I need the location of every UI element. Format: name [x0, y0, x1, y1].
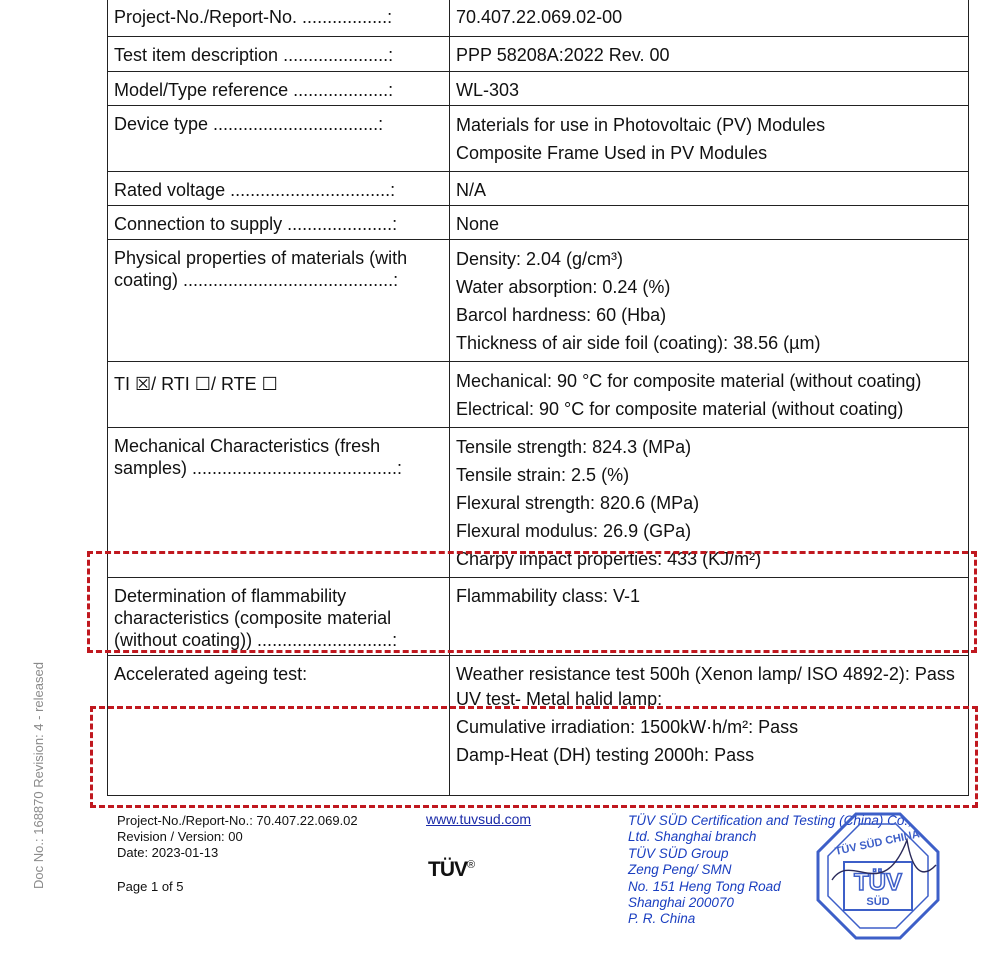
- table-row: [108, 362, 969, 428]
- row-label-cell: [108, 37, 450, 72]
- table-row: [108, 656, 969, 796]
- row-value: Density: 2.04 (g/cm³): [456, 249, 624, 269]
- company-line: Zeng Peng/ SMN: [628, 862, 732, 878]
- table-row: [108, 428, 969, 578]
- row-value: Electrical: 90 °C for composite material (without coating): [456, 399, 904, 419]
- footer-date: Date: 2023-01-13: [117, 845, 219, 860]
- table-row: [108, 172, 969, 206]
- table-row: [108, 578, 969, 656]
- row-value: Materials for use in Photovoltaic (PV) Modules: [456, 115, 826, 135]
- row-value-cell: [450, 106, 969, 172]
- stamp-main-text: TÜV: [854, 869, 902, 896]
- stamp-sub-text: SÜD: [866, 896, 890, 908]
- row-value: Thickness of air side foil (coating): 38.56 (µm): [456, 333, 821, 353]
- row-value: PPP 58208A:2022 Rev. 00: [456, 45, 670, 65]
- row-value: None: [456, 214, 500, 234]
- company-seal-stamp: [812, 810, 944, 942]
- row-value-cell: [450, 206, 969, 240]
- row-value: Mechanical: 90 °C for composite material (without coating): [456, 371, 922, 391]
- row-value: WL-303: [456, 80, 520, 100]
- row-value: Composite Frame Used in PV Modules: [456, 143, 768, 163]
- row-label: Project-No./Report-No. .................:: [114, 7, 393, 27]
- report-table: [107, 0, 969, 796]
- row-value: UV test- Metal halid lamp:: [456, 689, 663, 709]
- row-label-cell: [108, 72, 450, 106]
- row-label: Model/Type reference ...................:: [114, 80, 394, 100]
- footer-report-number: Project-No./Report-No.: 70.407.22.069.02: [117, 813, 358, 828]
- row-label-cell: [108, 362, 450, 428]
- document-revision-note: [28, 650, 48, 900]
- row-value: Damp-Heat (DH) testing 2000h: Pass: [456, 745, 755, 765]
- row-value-cell: [450, 428, 969, 578]
- row-value: Flexural strength: 820.6 (MPa): [456, 493, 700, 513]
- company-line: Ltd. Shanghai branch: [628, 829, 757, 845]
- row-label: Device type .................................:: [114, 114, 384, 134]
- row-value: Water absorption: 0.24 (%): [456, 277, 671, 297]
- company-line: TÜV SÜD Group: [628, 845, 729, 861]
- row-label-cell: [108, 656, 450, 796]
- row-label-cell: [108, 578, 450, 656]
- tuv-logo-text: TÜV: [428, 858, 467, 881]
- row-value: Flexural modulus: 26.9 (GPa): [456, 521, 692, 541]
- registered-mark: ®: [467, 859, 475, 871]
- row-value: Flammability class: V-1: [456, 586, 641, 606]
- row-value-cell: [450, 656, 969, 796]
- row-label: Physical properties of materials (with coating) ..........................................:: [114, 248, 408, 290]
- row-label-cell: [108, 206, 450, 240]
- tuv-logo: [428, 858, 474, 882]
- row-label: TI ☒/ RTI ☐/ RTE ☐: [114, 374, 278, 394]
- table-row: [108, 206, 969, 240]
- row-value: Charpy impact properties: 433 (KJ/m²): [456, 549, 762, 569]
- row-value-cell: [450, 0, 969, 37]
- side-note-text: Doc No.: 168870 Revision: 4 - released: [30, 661, 46, 889]
- row-label: Mechanical Characteristics (fresh samples) .........................................:: [114, 436, 403, 478]
- row-label: Connection to supply .....................:: [114, 214, 398, 234]
- row-label: Rated voltage ................................:: [114, 180, 396, 200]
- company-line: P. R. China: [628, 911, 696, 927]
- row-label: Test item description .....................:: [114, 45, 394, 65]
- row-label-cell: [108, 240, 450, 362]
- stamp-top-text: TÜV SÜD CHINA: [833, 828, 921, 858]
- footer-page-number: Page 1 of 5: [117, 879, 184, 894]
- row-value: Tensile strain: 2.5 (%): [456, 465, 630, 485]
- row-label-cell: [108, 0, 450, 37]
- table-row: [108, 240, 969, 362]
- footer-revision: Revision / Version: 00: [117, 829, 243, 844]
- row-value: N/A: [456, 180, 487, 200]
- company-line: No. 151 Heng Tong Road: [628, 878, 781, 894]
- row-value-cell: [450, 72, 969, 106]
- company-line: Shanghai 200070: [628, 895, 734, 911]
- row-value-cell: [450, 578, 969, 656]
- row-value-cell: [450, 172, 969, 206]
- row-value: Weather resistance test 500h (Xenon lamp/ ISO 4892-2): Pass: [456, 664, 955, 684]
- company-line: TÜV SÜD Certification and Testing (China) Co.,: [628, 813, 912, 828]
- table-row: [108, 0, 969, 37]
- row-label-cell: [108, 106, 450, 172]
- footer-report-info: [117, 813, 358, 895]
- table-row: [108, 72, 969, 106]
- row-label-cell: [108, 172, 450, 206]
- row-value-cell: [450, 362, 969, 428]
- row-value: Cumulative irradiation: 1500kW·h/m²: Pass: [456, 717, 799, 737]
- row-value-cell: [450, 37, 969, 72]
- row-value: 70.407.22.069.02-00: [456, 7, 623, 27]
- table-row: [108, 37, 969, 72]
- row-value: Tensile strength: 824.3 (MPa): [456, 437, 692, 457]
- row-value-cell: [450, 240, 969, 362]
- website-link[interactable]: www.tuvsud.com: [426, 811, 532, 827]
- row-label-cell: [108, 428, 450, 578]
- row-value: Barcol hardness: 60 (Hba): [456, 305, 667, 325]
- row-label: Determination of flammability characteristics (composite material (without coating)) ...........................:: [114, 586, 398, 650]
- row-label: Accelerated ageing test:: [114, 664, 308, 684]
- table-row: [108, 106, 969, 172]
